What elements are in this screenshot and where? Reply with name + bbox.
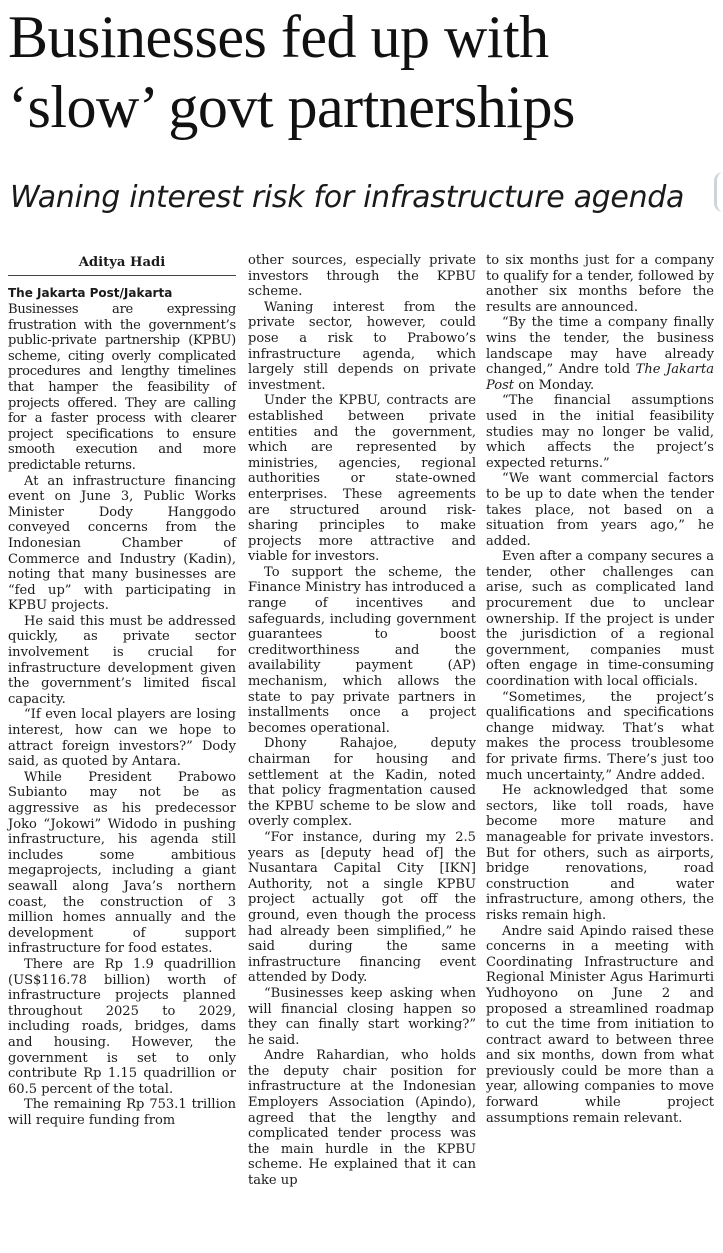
paragraph: “Sometimes, the project’s qualifications and specifications change midway. That’s what makes the process troublesome for private firms. There’s just too much uncertainty,” Andre added. xyxy=(486,689,714,783)
article-column-3 xyxy=(486,253,714,1126)
article-column-1 xyxy=(8,253,236,1128)
headline-line-1: Businesses fed up with xyxy=(8,4,549,70)
paragraph: While President Prabowo Subianto may not be as aggressive as his predecessor Joko “Jokowi” Widodo in pushing infrastructure, his agenda still includes some ambitious megaprojects, including a giant seawall along Java’s northern coast, the construction of 3 million homes annually and the development of support infrastructure for food estates. xyxy=(8,769,236,957)
publication-name: The Jakarta Post xyxy=(486,362,714,393)
paragraph: He acknowledged that some sectors, like toll roads, have become more mature and manageable for private investors. But for others, such as airports, bridge renovations, road construction and water infrastructure, among others, the risks remain high. xyxy=(486,783,714,923)
paragraph: other sources, especially private investors through the KPBU scheme. xyxy=(248,253,476,300)
quote-text: “By the time a company finally wins the tender, the business landscape may have already changed,” Andre told xyxy=(486,315,714,378)
paragraph: “Businesses keep asking when will financial closing happen so they can finally start working?” he said. xyxy=(248,985,476,1048)
paragraph: To support the scheme, the Finance Ministry has introduced a range of incentives and safeguards, including government guarantees to boost creditworthiness and the availability payment (AP) mechanism, which allows the state to pay private partners in installments once a project becomes operational. xyxy=(248,564,476,736)
dateline: The Jakarta Post/Jakarta xyxy=(8,286,173,300)
paragraph: He said this must be addressed quickly, as private sector involvement is crucial for infrastructure development given the government’s limited fiscal capacity. xyxy=(8,613,236,707)
paragraph: Under the KPBU, contracts are established between private entities and the government, which are represented by ministries, agencies, regional authorities or state-owned enterprises. These agreements are structured around risk-sharing principles to make projects more attractive and viable for investors. xyxy=(248,393,476,565)
paragraph: At an infrastructure financing event on June 3, Public Works Minister Dody Hanggodo conveyed concerns from the Indonesian Chamber of Commerce and Industry (Kadin), noting that many businesses are “fed up” with participating in KPBU projects. xyxy=(8,473,236,614)
byline: Aditya Hadi xyxy=(8,253,236,276)
paragraph: Even after a company secures a tender, other challenges can arise, such as complicated land procurement due to unclear ownership. If the project is under the jurisdiction of a regional government, companies must often engage in time-consuming coordination with local officials. xyxy=(486,549,714,690)
paragraph: Waning interest from the private sector, however, could pose a risk to Prabowo’s infrastructure agenda, which largely still depends on private investment. xyxy=(248,299,476,393)
paragraph: Businesses are expressing frustration with the government’s public-private partnership (KPBU) scheme, citing overly complicated procedures and lengthy timelines that hamper the feasibility of projects offered. They are calling for a faster process with clearer project specifications to ensure smooth execution and more predictable returns. xyxy=(8,302,236,473)
paragraph xyxy=(486,315,714,393)
subheadline: Waning interest risk for infrastructure agenda xyxy=(10,180,685,215)
paragraph: “We want commercial factors to be up to date when the tender takes place, not based on a situation from years ago,” he added. xyxy=(486,471,714,549)
paragraph: The remaining Rp 753.1 trillion will require funding from xyxy=(8,1097,236,1128)
page-edge-scroll-mark xyxy=(714,172,723,212)
paragraph: Andre said Apindo raised these concerns in a meeting with Coordinating Infrastructure and Regional Minister Agus Harimurti Yudhoyono on June 2 and proposed a streamlined roadmap to cut the time from initiation to contract award to between three and six months, down from what previously could be more than a year, allowing companies to move forward while project assumptions remain relevant. xyxy=(486,923,714,1126)
paragraph: Dhony Rahajoe, deputy chairman for housing and settlement at the Kadin, noted that policy fragmentation caused the KPBU scheme to be slow and overly complex. xyxy=(248,736,476,830)
paragraph: “For instance, during my 2.5 years as [deputy head of] the Nusantara Capital City [IKN] Authority, not a single KPBU project actually got off the ground, even though the process had already been simplified,” he said during the same infrastructure financing event attended by Dody. xyxy=(248,829,476,986)
paragraph: Andre Rahardian, who holds the deputy chair position for infrastructure at the Indonesian Employers Association (Apindo), agreed that the lengthy and complicated tender process was the main hurdle in the KPBU scheme. He explained that it can take up xyxy=(248,1048,476,1189)
paragraph: to six months just for a company to qualify for a tender, followed by another six months before the results are announced. xyxy=(486,253,714,315)
headline-line-2: ‘slow’ govt partnerships xyxy=(8,74,575,140)
headline xyxy=(8,2,720,142)
paragraph: “The financial assumptions used in the initial feasibility studies may no longer be valid, which affects the project’s expected returns.” xyxy=(486,393,714,471)
paragraph: There are Rp 1.9 quadrillion (US$116.78 billion) worth of infrastructure projects planned throughout 2025 to 2029, including roads, bridges, dams and housing. However, the government is set to only contribute Rp 1.15 quadrillion or 60.5 percent of the total. xyxy=(8,956,236,1097)
article-column-2 xyxy=(248,253,476,1189)
quote-text: on Monday. xyxy=(514,377,595,393)
paragraph: “If even local players are losing interest, how can we hope to attract foreign investors?” Dody said, as quoted by Antara. xyxy=(8,707,236,770)
